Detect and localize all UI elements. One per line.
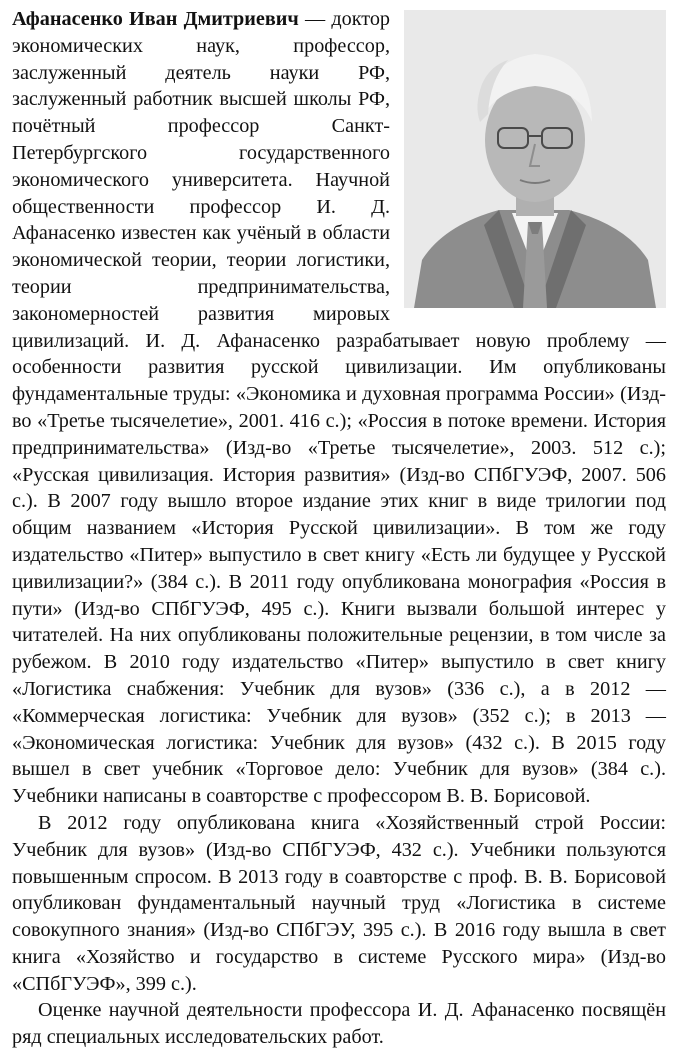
bio-intro-text: — доктор экономических наук, профессор, заслуженный деятель науки РФ, заслуженный работник высшей школы РФ, почётный профессор Санкт-Петербургского государственного экономического университета. Научной общественности профессор И. Д. Афанасенко известен как учёный в области экономической теории, теории логистики, теории предпринимательства, закономерностей развития мировых цивилизаций. И. Д. Афанасенко разрабатывает новую проблему — особенности развития русской цивилизации. Им опубликованы фундаментальные труды: «Экономика и духовная программа России» (Изд-во «Третье тысячелетие», 2001. 416 с.); «Россия в потоке времени. История предпринимательства» (Изд-во «Третье тысячелетие», 2003. 512 с.); «Русская цивилизация. История развития» (Изд-во СПбГУЭФ, 2007. 506 с.). В 2007 году вышло второе издание этих книг в виде трилогии под общим названием «История Русской цивилизации». В том же году издательство «Питер» выпустило в свет книгу «Есть ли будущее у Русской цивилизации?» (384 с.). В 2011 году опубликована монография «Россия в пути» (Изд-во СПбГУЭФ, 495 с.). Книги вызвали большой интерес у читателей. На них опубликованы положительные рецензии, в том числе за рубежом. В 2010 году издательство «Питер» выпустило в свет книгу «Логистика снабжения: Учебник для вузов» (336 с.), а в 2012 — «Коммерческая логистика: Учебник для вузов» (352 с.); в 2013 — «Экономическая логистика: Учебник для вузов» (432 с.). В 2015 году вышел в свет учебник «Торговое дело: Учебник для вузов» (384 с.). Учебники написаны в соавторстве с профессором В. В. Борисовой. [12,8,666,808]
portrait-photo-icon [404,10,666,308]
bio-paragraph-3: Оценке научной деятельности профессора И. Д. Афанасенко посвящён ряд специальных исследовательских работ. [12,999,666,1049]
author-name: Афанасенко Иван Дмитриевич [12,8,299,30]
author-portrait [404,10,666,308]
bio-paragraph-2: В 2012 году опубликована книга «Хозяйственный строй России: Учебник для вузов» (Изд-во СПбГУЭФ, 432 с.). Учебники пользуются повышенным спросом. В 2013 году в соавторстве с проф. В. В. Борисовой опубликован фундаментальный научный труд «Логистика в системе совокупного знания» (Изд-во СПбГЭУ, 395 с.). В 2016 году вышла в свет книга «Хозяйство и государство в системе Русского мира» (Изд-во «СПбГУЭФ», 399 с.). [12,811,666,995]
